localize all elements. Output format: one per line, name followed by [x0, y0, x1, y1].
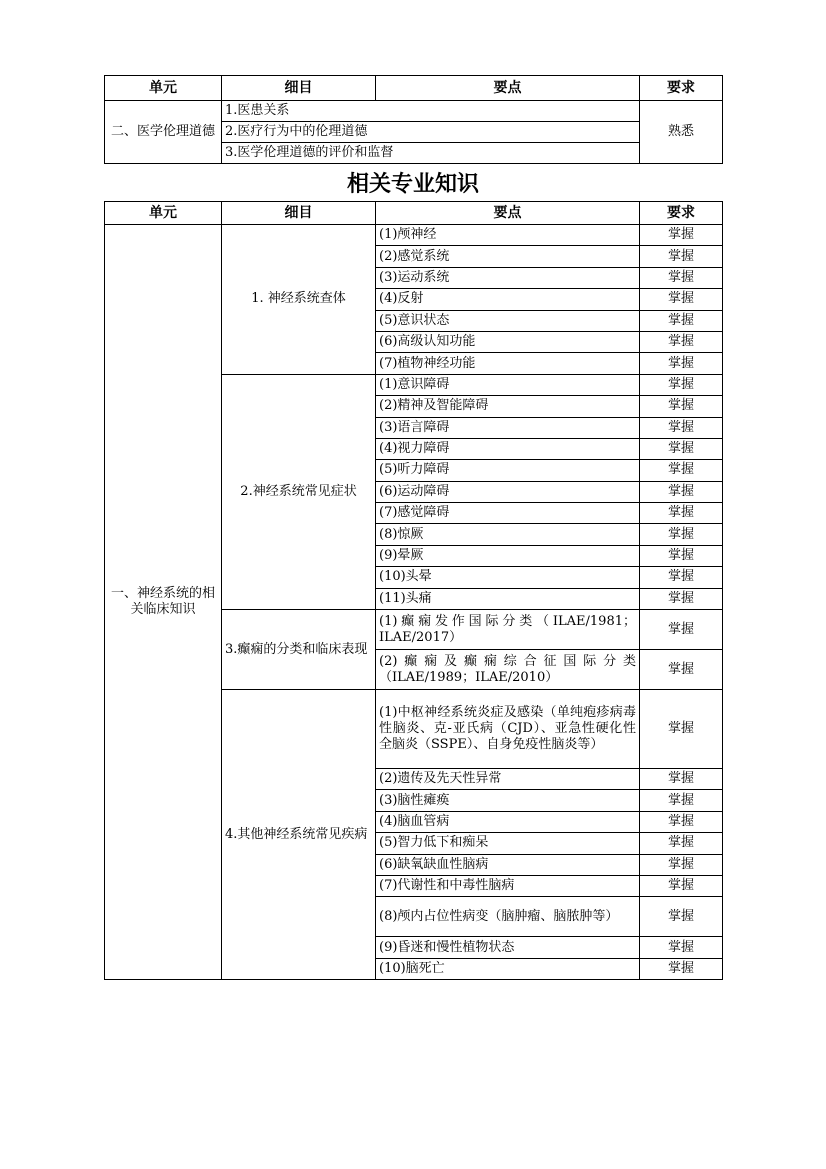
point-cell: (1)意识障碍	[376, 374, 640, 395]
requirement-cell: 掌握	[640, 875, 723, 896]
requirement-cell: 掌握	[640, 811, 723, 832]
point-cell: (9)昏迷和慢性植物状态	[376, 937, 640, 958]
requirement-cell: 掌握	[640, 225, 723, 246]
point-cell: (2)精神及智能障碍	[376, 396, 640, 417]
header-detail: 细目	[222, 202, 376, 225]
requirement-cell: 掌握	[640, 769, 723, 790]
header-unit: 单元	[105, 202, 222, 225]
requirement-cell: 掌握	[640, 610, 723, 650]
header-row	[105, 76, 723, 101]
requirement-cell: 掌握	[640, 353, 723, 374]
requirement-cell: 掌握	[640, 690, 723, 769]
detail-cell: 2.医疗行为中的伦理道德	[222, 122, 640, 143]
requirement-cell: 掌握	[640, 374, 723, 395]
requirement-cell: 掌握	[640, 897, 723, 937]
table-row	[105, 101, 723, 122]
point-cell: (3)语言障碍	[376, 417, 640, 438]
point-cell: (8)颅内占位性病变（脑肿瘤、脑脓肿等）	[376, 897, 640, 937]
requirement-cell: 掌握	[640, 650, 723, 690]
point-cell: (9)晕厥	[376, 545, 640, 566]
point-cell: (3)脑性瘫痪	[376, 790, 640, 811]
point-cell: (4)反射	[376, 289, 640, 310]
requirement-cell: 掌握	[640, 310, 723, 331]
point-cell: (2)遗传及先天性异常	[376, 769, 640, 790]
detail-cell: 3.医学伦理道德的评价和监督	[222, 143, 640, 164]
requirement-cell: 熟悉	[640, 101, 723, 164]
detail-cell: 4.其他神经系统常见疾病	[222, 690, 376, 980]
requirement-cell: 掌握	[640, 937, 723, 958]
ethics-table	[104, 75, 723, 164]
requirement-cell: 掌握	[640, 438, 723, 459]
header-row	[105, 202, 723, 225]
point-cell: (5)听力障碍	[376, 460, 640, 481]
detail-cell: 2.神经系统常见症状	[222, 374, 376, 609]
point-cell: (7)植物神经功能	[376, 353, 640, 374]
requirement-cell: 掌握	[640, 460, 723, 481]
requirement-cell: 掌握	[640, 567, 723, 588]
point-cell: (4)视力障碍	[376, 438, 640, 459]
point-cell: (11)头痛	[376, 588, 640, 609]
point-cell: (8)惊厥	[376, 524, 640, 545]
requirement-cell: 掌握	[640, 417, 723, 438]
table-row	[105, 225, 723, 246]
point-cell: (5)意识状态	[376, 310, 640, 331]
requirement-cell: 掌握	[640, 833, 723, 854]
header-requirement: 要求	[640, 76, 723, 101]
point-cell: (6)运动障碍	[376, 481, 640, 502]
header-detail: 细目	[222, 76, 376, 101]
unit-cell: 一、神经系统的相关临床知识	[105, 225, 222, 980]
point-cell: (2)感觉系统	[376, 246, 640, 267]
header-point: 要点	[376, 202, 640, 225]
header-requirement: 要求	[640, 202, 723, 225]
point-cell: (10)头晕	[376, 567, 640, 588]
detail-cell: 3.癫痫的分类和临床表现	[222, 610, 376, 690]
point-cell: (6)高级认知功能	[376, 331, 640, 352]
requirement-cell: 掌握	[640, 289, 723, 310]
requirement-cell: 掌握	[640, 524, 723, 545]
detail-cell: 1. 神经系统查体	[222, 225, 376, 375]
point-cell: (10)脑死亡	[376, 958, 640, 979]
unit-cell: 二、医学伦理道德	[105, 101, 222, 164]
point-cell: (7)感觉障碍	[376, 503, 640, 524]
requirement-cell: 掌握	[640, 958, 723, 979]
requirement-cell: 掌握	[640, 790, 723, 811]
header-unit: 单元	[105, 76, 222, 101]
neuro-knowledge-table	[104, 201, 723, 980]
point-cell: (7)代谢性和中毒性脑病	[376, 875, 640, 896]
requirement-cell: 掌握	[640, 588, 723, 609]
detail-cell: 1.医患关系	[222, 101, 640, 122]
requirement-cell: 掌握	[640, 267, 723, 288]
requirement-cell: 掌握	[640, 331, 723, 352]
point-cell: (3)运动系统	[376, 267, 640, 288]
requirement-cell: 掌握	[640, 481, 723, 502]
requirement-cell: 掌握	[640, 246, 723, 267]
requirement-cell: 掌握	[640, 854, 723, 875]
point-cell: (1)中枢神经系统炎症及感染（单纯疱疹病毒性脑炎、克-亚氏病（CJD）、亚急性硬化性全脑炎（SSPE）、自身免疫性脑炎等）	[376, 690, 640, 769]
requirement-cell: 掌握	[640, 545, 723, 566]
point-cell: (1)癫痫发作国际分类（ILAE/1981；ILAE/2017）	[376, 610, 640, 650]
point-cell: (1)颅神经	[376, 225, 640, 246]
requirement-cell: 掌握	[640, 503, 723, 524]
header-point: 要点	[376, 76, 640, 101]
point-cell: (5)智力低下和痴呆	[376, 833, 640, 854]
point-cell: (6)缺氧缺血性脑病	[376, 854, 640, 875]
point-cell: (2)癫痫及癫痫综合征国际分类（ILAE/1989；ILAE/2010）	[376, 650, 640, 690]
section-title: 相关专业知识	[346, 172, 479, 197]
requirement-cell: 掌握	[640, 396, 723, 417]
point-cell: (4)脑血管病	[376, 811, 640, 832]
